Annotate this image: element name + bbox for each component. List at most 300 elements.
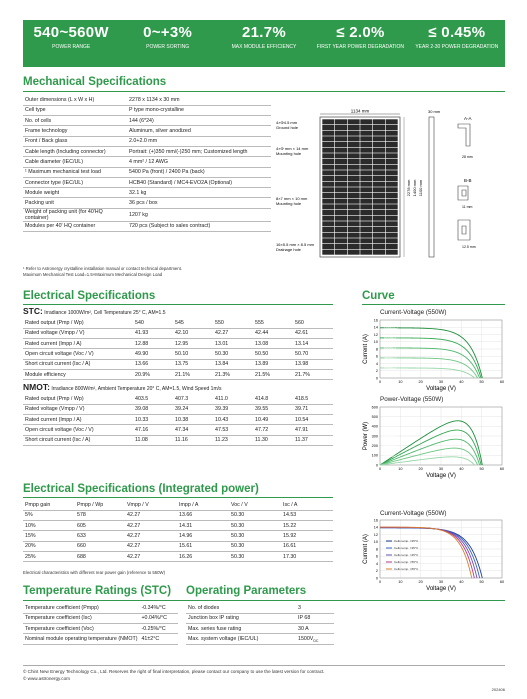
banner-first-year-degradation: ≤ 2.0% FIRST YEAR POWER DEGRADATION — [316, 24, 405, 50]
cell-value: 12.88 — [133, 339, 173, 349]
integ-header-row — [23, 500, 333, 510]
cell-value: HCB40 (Standard) / MC4-EVO2A (Optional) — [127, 177, 271, 187]
temp-row — [23, 624, 178, 634]
solar-cell — [360, 238, 372, 243]
solar-cell — [348, 199, 360, 204]
op-table-body — [186, 603, 334, 644]
integ-row — [23, 510, 333, 520]
solar-cell — [386, 159, 398, 164]
mech-note-1: ¹ Refer to Astronergy crystalline installation manual or contact technical department. — [23, 266, 183, 271]
row-label: Max. series fuse rating — [186, 624, 296, 634]
solar-cell — [335, 233, 347, 238]
solar-cell — [322, 182, 334, 187]
solar-cell — [386, 119, 398, 124]
solar-cell — [373, 131, 385, 136]
cell-value: 15.92 — [281, 531, 333, 541]
pv-title: Power-Voltage (550W) — [380, 396, 444, 403]
solar-cell — [335, 153, 347, 158]
column-header: Impp / A — [177, 500, 229, 510]
solar-cell — [386, 199, 398, 204]
op-row — [186, 613, 334, 623]
doc-code: 202406 — [491, 687, 505, 692]
cell-value — [296, 634, 334, 644]
integ-row — [23, 531, 333, 541]
row-label: Open circuit voltage (Voc / V) — [23, 425, 133, 435]
cell-value: 32.1 kg — [127, 188, 271, 198]
row-label: Module efficiency — [23, 369, 133, 379]
solar-cell — [335, 182, 347, 187]
solar-cell — [335, 199, 347, 204]
section-aa-profile — [458, 124, 470, 146]
integ-table — [23, 500, 333, 562]
y-tick-label: 4 — [375, 361, 378, 366]
width-label: 1134 mm — [350, 108, 370, 114]
module-outline — [320, 117, 400, 257]
row-label: 5% — [23, 510, 75, 520]
solar-cell — [373, 142, 385, 147]
op-table — [186, 603, 334, 645]
temp-divider — [23, 600, 505, 601]
elec-divider — [23, 304, 333, 305]
solar-cell — [360, 159, 372, 164]
footer-website: © www.astronergy.com — [23, 676, 70, 681]
solar-cell — [360, 165, 372, 170]
cell-value: 540 — [133, 318, 173, 328]
series-label: Cells temp. =65°C — [394, 567, 419, 571]
solar-cell — [348, 142, 360, 147]
series-label: 1000W/m² — [384, 326, 398, 331]
x-axis-label: Voltage (V) — [426, 386, 456, 392]
solar-cell — [348, 238, 360, 243]
cell-value: 42.44 — [253, 328, 293, 338]
solar-cell — [322, 227, 334, 232]
cell-value: 16.26 — [177, 551, 229, 561]
y-tick-label: 6 — [375, 354, 378, 359]
column-header: Isc / A — [281, 500, 333, 510]
y-tick-label: 0 — [375, 576, 378, 581]
row-label: Rated voltage (Vmpp / V) — [23, 404, 133, 414]
series-label: Cells temp. =35°C — [394, 546, 419, 550]
solar-cell — [360, 221, 372, 226]
y-tick-label: 0 — [375, 463, 378, 468]
solar-cell — [360, 227, 372, 232]
solar-cell — [322, 165, 334, 170]
nmot-table-body — [23, 394, 333, 445]
cell-value: 14.53 — [281, 510, 333, 520]
row-label: 20% — [23, 541, 75, 551]
solar-cell — [335, 125, 347, 130]
nmot-row — [23, 425, 333, 435]
cell-value: 50.30 — [229, 551, 281, 561]
cell-value: 50.50 — [253, 349, 293, 359]
solar-cell — [360, 142, 372, 147]
solar-cell — [360, 170, 372, 175]
banner-power-range: 540~560W POWER RANGE — [33, 24, 109, 50]
cell-value: 13.14 — [293, 339, 333, 349]
solar-cell — [386, 136, 398, 141]
y-tick-label: 8 — [375, 347, 378, 352]
x-tick-label: 20 — [418, 380, 423, 384]
section-bb-label: B-B — [464, 178, 472, 183]
solar-cell — [348, 159, 360, 164]
y-tick-label: 100 — [371, 453, 378, 458]
cell-value: Aluminum, silver anodized — [127, 126, 271, 136]
cell-value: 42.27 — [213, 328, 253, 338]
x-tick-label: 0 — [378, 380, 382, 384]
series-label: 1000W/m² — [384, 412, 398, 417]
column-header: Vmpp / V — [125, 500, 177, 510]
solar-cell — [322, 170, 334, 175]
cell-value: 13.84 — [213, 359, 253, 369]
solar-cell — [322, 119, 334, 124]
solar-cell — [322, 199, 334, 204]
mounting-hole-label-2: Mounting hole — [276, 201, 302, 206]
solar-cell — [348, 131, 360, 136]
cell-value: 13.66 — [133, 359, 173, 369]
cell-value: 50.30 — [213, 349, 253, 359]
nmot-table — [23, 394, 333, 446]
cell-value: 39.39 — [213, 404, 253, 414]
solar-cell — [360, 199, 372, 204]
solar-cell — [348, 250, 360, 255]
row-label: Packing unit — [23, 198, 127, 208]
x-tick-label: 30 — [438, 467, 444, 471]
height-label-2278: 2278 mm — [406, 179, 411, 197]
y-tick-label: 10 — [373, 540, 378, 545]
cell-value: 15.22 — [281, 521, 333, 531]
solar-cell — [360, 187, 372, 192]
row-label: Outer dimensions (L x W x H) — [23, 95, 127, 105]
solar-cell — [348, 182, 360, 187]
y-axis-label: Current (A) — [363, 534, 369, 564]
solar-cell — [386, 210, 398, 215]
solar-cell — [335, 227, 347, 232]
cell-value: 21.3% — [213, 369, 253, 379]
integ-row — [23, 521, 333, 531]
integ-note: Electrical characteristics with different rear power gain (reference to 550W) — [23, 570, 166, 575]
solar-cell — [386, 176, 398, 181]
row-label: Connector type (IEC/UL) — [23, 177, 127, 187]
row-label: No. of cells — [23, 116, 127, 126]
solar-cell — [335, 238, 347, 243]
cell-value: 11.08 — [133, 435, 173, 445]
solar-cell — [335, 187, 347, 192]
solar-cell — [348, 176, 360, 181]
solar-cell — [360, 182, 372, 187]
series-label: 800W/m² — [384, 423, 397, 428]
solar-cell — [386, 153, 398, 158]
row-label: Frame technology — [23, 126, 127, 136]
solar-cell — [322, 187, 334, 192]
solar-cell — [322, 221, 334, 226]
footer-copyright: © Chint New Energy Technology Co., Ltd. Reserves the right of final interpretation, please contact our company to use the latest version for contract. — [23, 669, 325, 674]
y-tick-label: 300 — [371, 434, 378, 439]
solar-cell — [335, 142, 347, 147]
y-tick-label: 6 — [375, 554, 378, 559]
solar-cell — [373, 244, 385, 249]
solar-cell — [373, 136, 385, 141]
cell-value: 47.34 — [173, 425, 213, 435]
solar-cell — [373, 182, 385, 187]
section-bb-profile — [458, 186, 468, 200]
row-label: Cell type — [23, 105, 127, 115]
stc-row — [23, 339, 333, 349]
cell-value: 47.53 — [213, 425, 253, 435]
integ-table-body — [23, 500, 333, 562]
cell-value: 50.10 — [173, 349, 213, 359]
mech-row — [23, 188, 271, 198]
solar-cell — [360, 176, 372, 181]
solar-cell — [386, 148, 398, 153]
nmot-row — [23, 435, 333, 445]
solar-cell — [360, 148, 372, 153]
solar-cell — [373, 165, 385, 170]
solar-cell — [348, 244, 360, 249]
ground-hole-dim: 4×Φ4.5 mm — [276, 120, 298, 125]
x-tick-label: 50 — [479, 580, 484, 584]
x-axis-label: Voltage (V) — [426, 473, 456, 479]
x-tick-label: 40 — [459, 380, 464, 384]
cell-value: 12.95 — [173, 339, 213, 349]
banner-power-sorting: 0~+3% POWER SORTING — [143, 24, 193, 50]
solar-cell — [348, 233, 360, 238]
integ-row — [23, 541, 333, 551]
solar-cell — [373, 125, 385, 130]
row-label: Temperature coefficient (Isc) — [23, 613, 139, 623]
x-tick-label: 30 — [438, 580, 444, 584]
row-label: Short circuit current (Isc / A) — [23, 435, 133, 445]
cell-value: 36 pcs / box — [127, 198, 271, 208]
solar-cell — [322, 131, 334, 136]
mech-table — [23, 95, 271, 232]
cell-value: 4 mm² / 12 AWG — [127, 157, 271, 167]
x-tick-label: 60 — [499, 467, 505, 471]
cell-value: 13.98 — [293, 359, 333, 369]
solar-cell — [373, 204, 385, 209]
row-label: Nominal module operating temperature (NMOT) — [23, 634, 139, 644]
cell-value: 10.33 — [133, 415, 173, 425]
nmot-row — [23, 404, 333, 414]
temp-title: Temperature Ratings (STC) — [23, 585, 172, 597]
drainage-hole-dim: 16×5.5 mm × 8.5 mm — [276, 242, 315, 247]
cell-value: 49.90 — [133, 349, 173, 359]
solar-cell — [360, 210, 372, 215]
solar-cell — [386, 216, 398, 221]
cell-value: 10.43 — [213, 415, 253, 425]
solar-cell — [335, 176, 347, 181]
x-tick-label: 0 — [378, 580, 382, 584]
solar-cell — [373, 233, 385, 238]
y-tick-label: 200 — [371, 443, 378, 448]
mech-row — [23, 177, 271, 187]
banner-efficiency: 21.7% MAX MODULE EFFICIENCY — [231, 24, 297, 50]
cell-value: +0.04%/°C — [139, 613, 178, 623]
solar-cell — [335, 244, 347, 249]
solar-cell — [322, 210, 334, 215]
cell-value: 42.27 — [125, 551, 177, 561]
x-tick-label: 10 — [398, 380, 403, 384]
cell-value: 39.71 — [293, 404, 333, 414]
x-tick-label: 40 — [459, 580, 464, 584]
chart-pv-irradiance — [362, 403, 507, 479]
solar-cell — [335, 159, 347, 164]
row-label: Rated output (Pmp / Wp) — [23, 318, 133, 328]
cell-value: 42.27 — [125, 541, 177, 551]
mech-table-body — [23, 95, 271, 232]
stc-table-body — [23, 318, 333, 380]
solar-cell — [322, 216, 334, 221]
cell-value: 42.27 — [125, 510, 177, 520]
cell-value: 16.61 — [281, 541, 333, 551]
spec-banner — [23, 20, 505, 67]
cell-value: 42.27 — [125, 531, 177, 541]
depth-label: 30 mm — [428, 109, 441, 114]
section-aa-dim: 28 mm — [462, 155, 473, 159]
cell-value: 11.23 — [213, 435, 253, 445]
solar-cell — [360, 244, 372, 249]
cell-value: 550 — [213, 318, 253, 328]
solar-cell — [373, 216, 385, 221]
solar-cell — [335, 210, 347, 215]
cell-value: 2278 x 1134 x 30 mm — [127, 95, 271, 105]
x-tick-label: 60 — [499, 580, 505, 584]
solar-cell — [373, 250, 385, 255]
x-tick-label: 10 — [398, 580, 403, 584]
cell-value: 50.30 — [229, 510, 281, 520]
ground-hole-label: Ground hole — [276, 125, 299, 130]
solar-cell — [386, 221, 398, 226]
solar-cell — [322, 136, 334, 141]
solar-cell — [373, 193, 385, 198]
cell-value: 14.31 — [177, 521, 229, 531]
solar-cell — [386, 238, 398, 243]
x-tick-label: 50 — [479, 467, 484, 471]
solar-cell — [322, 148, 334, 153]
row-label: 25% — [23, 551, 75, 561]
temp-row — [23, 613, 178, 623]
stc-row — [23, 359, 333, 369]
cell-value: 10.38 — [173, 415, 213, 425]
nmot-row — [23, 394, 333, 404]
solar-cell — [360, 193, 372, 198]
stc-conditions: STC: Irradiance 1000W/m², Cell Temperature 25° C, AM=1.5 — [23, 306, 166, 316]
series-label: 200W/m² — [384, 454, 397, 459]
mech-row — [23, 95, 271, 105]
solar-cell — [335, 131, 347, 136]
cell-value: 47.16 — [133, 425, 173, 435]
module-side-view — [429, 117, 434, 257]
solar-cell — [348, 153, 360, 158]
row-label: Rated current (Impp / A) — [23, 415, 133, 425]
cell-value: 39.24 — [173, 404, 213, 414]
cell-value: 13.66 — [177, 510, 229, 520]
solar-cell — [386, 233, 398, 238]
row-label: Open circuit voltage (Voc / V) — [23, 349, 133, 359]
op-row — [186, 603, 334, 613]
solar-cell — [322, 125, 334, 130]
mech-row — [23, 105, 271, 115]
cell-value: 11.37 — [293, 435, 333, 445]
cell-value: 11.30 — [253, 435, 293, 445]
row-label: Rated current (Impp / A) — [23, 339, 133, 349]
section-aa-label: A-A — [464, 116, 472, 121]
row-label: No. of diodes — [186, 603, 296, 613]
solar-cell — [322, 250, 334, 255]
cell-value: 545 — [173, 318, 213, 328]
cell-value: 20.9% — [133, 369, 173, 379]
y-tick-label: 12 — [373, 332, 378, 337]
series-label: 600W/m² — [384, 433, 397, 438]
row-label: Module weight — [23, 188, 127, 198]
solar-cell — [360, 204, 372, 209]
solar-cell — [360, 250, 372, 255]
height-label-1100: 1100 mm — [418, 179, 423, 197]
stc-row — [23, 318, 333, 328]
solar-cell — [322, 233, 334, 238]
cell-value: 39.55 — [253, 404, 293, 414]
cell-value: 50.30 — [229, 531, 281, 541]
cell-value: 13.01 — [213, 339, 253, 349]
solar-cell — [360, 233, 372, 238]
section-bb-dim: 11 mm — [462, 205, 473, 209]
cell-value: IP 68 — [296, 613, 334, 623]
mech-row — [23, 126, 271, 136]
mech-row — [23, 116, 271, 126]
solar-cell — [335, 216, 347, 221]
cell-value: 13.08 — [253, 339, 293, 349]
solar-cell — [360, 119, 372, 124]
solar-cell — [348, 136, 360, 141]
cell-value: 21.7% — [293, 369, 333, 379]
solar-cell — [335, 148, 347, 153]
cell-value: 47.72 — [253, 425, 293, 435]
solar-cell — [322, 204, 334, 209]
mech-row — [23, 146, 271, 156]
solar-cell — [335, 221, 347, 226]
cell-value: 11.16 — [173, 435, 213, 445]
cell-value: 17.30 — [281, 551, 333, 561]
cell-value-text: 1500V — [298, 635, 314, 642]
mech-row — [23, 208, 271, 221]
x-tick-label: 20 — [418, 467, 423, 471]
cell-value: 633 — [75, 531, 125, 541]
solar-cell — [386, 250, 398, 255]
mech-row — [23, 198, 271, 208]
mounting-hole-dim-2: 8×7 mm × 10 mm — [276, 196, 308, 201]
solar-cell — [386, 187, 398, 192]
curve-title: Curve — [362, 290, 395, 302]
cell-value: 42.27 — [125, 521, 177, 531]
solar-cell — [322, 244, 334, 249]
row-label: Cable length (Including connector) — [23, 146, 127, 156]
y-axis-label: Power (W) — [363, 421, 369, 451]
y-tick-label: 14 — [373, 325, 378, 330]
row-label: Cable diameter (IEC/UL) — [23, 157, 127, 167]
cell-value: 13.89 — [253, 359, 293, 369]
cell-value: 144 (6*24) — [127, 116, 271, 126]
cell-value: 5400 Pa (front) / 2400 Pa (back) — [127, 167, 271, 177]
chart-iv-temperature — [362, 516, 507, 592]
y-tick-label: 10 — [373, 340, 378, 345]
series-label: Cells temp. =45°C — [394, 553, 419, 557]
solar-cell — [386, 125, 398, 130]
cell-value: 10.49 — [253, 415, 293, 425]
solar-cell — [360, 125, 372, 130]
stc-row — [23, 349, 333, 359]
solar-cell — [373, 187, 385, 192]
x-tick-label: 20 — [418, 580, 423, 584]
solar-cell — [373, 176, 385, 181]
